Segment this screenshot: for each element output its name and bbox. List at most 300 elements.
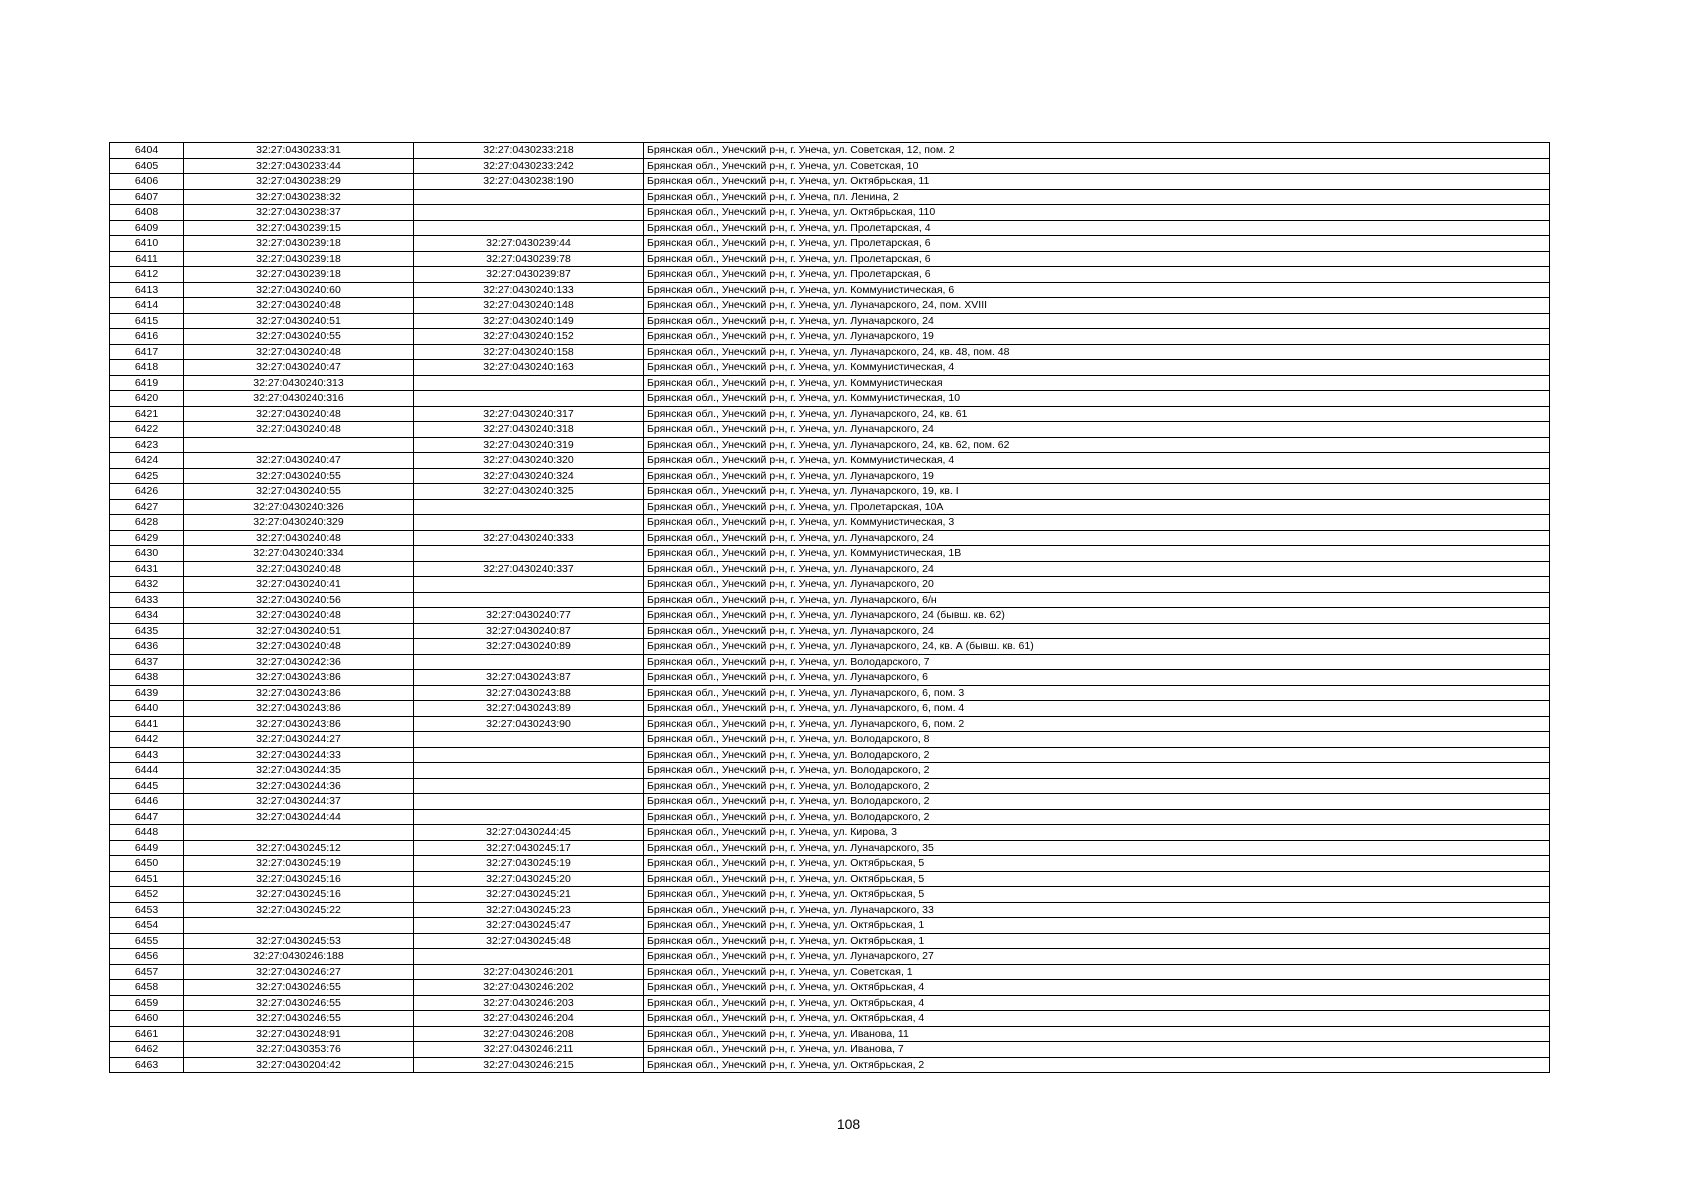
related-cadastral-number-cell bbox=[414, 546, 644, 562]
table-row bbox=[110, 964, 1550, 980]
cadastral-number-cell: 32:27:0430240:334 bbox=[184, 546, 414, 562]
table-row bbox=[110, 282, 1550, 298]
address-cell: Брянская обл., Унечский р-н, г. Унеча, ул. Луначарского, 24 bbox=[644, 623, 1550, 639]
row-number-cell: 6461 bbox=[110, 1026, 184, 1042]
related-cadastral-number-cell bbox=[414, 577, 644, 593]
table-row bbox=[110, 809, 1550, 825]
table-row bbox=[110, 530, 1550, 546]
table-row bbox=[110, 1026, 1550, 1042]
address-cell: Брянская обл., Унечский р-н, г. Унеча, ул. Володарского, 7 bbox=[644, 654, 1550, 670]
table-row bbox=[110, 995, 1550, 1011]
row-number-cell: 6429 bbox=[110, 530, 184, 546]
related-cadastral-number-cell: 32:27:0430240:149 bbox=[414, 313, 644, 329]
address-cell: Брянская обл., Унечский р-н, г. Унеча, ул. Пролетарская, 4 bbox=[644, 220, 1550, 236]
table-row bbox=[110, 639, 1550, 655]
related-cadastral-number-cell: 32:27:0430240:319 bbox=[414, 437, 644, 453]
cadastral-number-cell: 32:27:0430244:27 bbox=[184, 732, 414, 748]
row-number-cell: 6442 bbox=[110, 732, 184, 748]
related-cadastral-number-cell: 32:27:0430245:17 bbox=[414, 840, 644, 856]
row-number-cell: 6411 bbox=[110, 251, 184, 267]
row-number-cell: 6460 bbox=[110, 1011, 184, 1027]
related-cadastral-number-cell bbox=[414, 732, 644, 748]
related-cadastral-number-cell bbox=[414, 794, 644, 810]
cadastral-number-cell bbox=[184, 437, 414, 453]
row-number-cell: 6436 bbox=[110, 639, 184, 655]
row-number-cell: 6433 bbox=[110, 592, 184, 608]
cadastral-number-cell: 32:27:0430246:55 bbox=[184, 995, 414, 1011]
address-cell: Брянская обл., Унечский р-н, г. Унеча, ул. Иванова, 7 bbox=[644, 1042, 1550, 1058]
cadastral-number-cell: 32:27:0430240:48 bbox=[184, 298, 414, 314]
cadastral-number-cell: 32:27:0430238:32 bbox=[184, 189, 414, 205]
row-number-cell: 6419 bbox=[110, 375, 184, 391]
table-row bbox=[110, 189, 1550, 205]
address-cell: Брянская обл., Унечский р-н, г. Унеча, ул. Кирова, 3 bbox=[644, 825, 1550, 841]
cadastral-number-cell: 32:27:0430239:15 bbox=[184, 220, 414, 236]
table-row bbox=[110, 267, 1550, 283]
cadastral-number-cell: 32:27:0430243:86 bbox=[184, 685, 414, 701]
row-number-cell: 6416 bbox=[110, 329, 184, 345]
cadastral-number-cell: 32:27:0430245:22 bbox=[184, 902, 414, 918]
table-row bbox=[110, 360, 1550, 376]
table-row bbox=[110, 484, 1550, 500]
address-cell: Брянская обл., Унечский р-н, г. Унеча, ул. Советская, 12, пом. 2 bbox=[644, 143, 1550, 159]
table-row bbox=[110, 949, 1550, 965]
table-row bbox=[110, 375, 1550, 391]
table-row bbox=[110, 499, 1550, 515]
table-row bbox=[110, 623, 1550, 639]
address-cell: Брянская обл., Унечский р-н, г. Унеча, ул. Володарского, 2 bbox=[644, 747, 1550, 763]
row-number-cell: 6415 bbox=[110, 313, 184, 329]
address-cell: Брянская обл., Унечский р-н, г. Унеча, ул. Луначарского, 24, кв. 48, пом. 48 bbox=[644, 344, 1550, 360]
address-cell: Брянская обл., Унечский р-н, г. Унеча, ул. Октябрьская, 5 bbox=[644, 887, 1550, 903]
cadastral-number-cell: 32:27:0430240:48 bbox=[184, 608, 414, 624]
address-cell: Брянская обл., Унечский р-н, г. Унеча, ул. Коммунистическая bbox=[644, 375, 1550, 391]
address-cell: Брянская обл., Унечский р-н, г. Унеча, ул. Октябрьская, 5 bbox=[644, 856, 1550, 872]
address-cell: Брянская обл., Унечский р-н, г. Унеча, ул. Володарского, 2 bbox=[644, 778, 1550, 794]
table-row bbox=[110, 763, 1550, 779]
table-row bbox=[110, 856, 1550, 872]
cadastral-number-cell: 32:27:0430240:56 bbox=[184, 592, 414, 608]
cadastral-number-cell: 32:27:0430240:47 bbox=[184, 453, 414, 469]
cadastral-number-cell: 32:27:0430238:29 bbox=[184, 174, 414, 190]
address-cell: Брянская обл., Унечский р-н, г. Унеча, ул. Луначарского, 24, кв. 61 bbox=[644, 406, 1550, 422]
address-cell: Брянская обл., Унечский р-н, г. Унеча, ул. Володарского, 2 bbox=[644, 809, 1550, 825]
row-number-cell: 6446 bbox=[110, 794, 184, 810]
cadastral-number-cell: 32:27:0430240:41 bbox=[184, 577, 414, 593]
address-cell: Брянская обл., Унечский р-н, г. Унеча, ул. Коммунистическая, 6 bbox=[644, 282, 1550, 298]
cadastral-number-cell: 32:27:0430245:16 bbox=[184, 887, 414, 903]
cadastral-number-cell: 32:27:0430243:86 bbox=[184, 716, 414, 732]
cadastral-number-cell: 32:27:0430239:18 bbox=[184, 267, 414, 283]
related-cadastral-number-cell bbox=[414, 747, 644, 763]
cadastral-number-cell: 32:27:0430233:31 bbox=[184, 143, 414, 159]
address-cell: Брянская обл., Унечский р-н, г. Унеча, ул. Луначарского, 24 (бывш. кв. 62) bbox=[644, 608, 1550, 624]
cadastral-number-cell: 32:27:0430240:55 bbox=[184, 329, 414, 345]
address-cell: Брянская обл., Унечский р-н, г. Унеча, ул. Октябрьская, 4 bbox=[644, 995, 1550, 1011]
address-cell: Брянская обл., Унечский р-н, г. Унеча, ул. Октябрьская, 110 bbox=[644, 205, 1550, 221]
address-cell: Брянская обл., Унечский р-н, г. Унеча, ул. Луначарского, 24 bbox=[644, 561, 1550, 577]
related-cadastral-number-cell: 32:27:0430243:90 bbox=[414, 716, 644, 732]
related-cadastral-number-cell bbox=[414, 592, 644, 608]
row-number-cell: 6440 bbox=[110, 701, 184, 717]
table-row bbox=[110, 902, 1550, 918]
related-cadastral-number-cell: 32:27:0430245:48 bbox=[414, 933, 644, 949]
row-number-cell: 6407 bbox=[110, 189, 184, 205]
related-cadastral-number-cell: 32:27:0430239:78 bbox=[414, 251, 644, 267]
document-table bbox=[109, 142, 1550, 1073]
row-number-cell: 6463 bbox=[110, 1057, 184, 1073]
table-row bbox=[110, 313, 1550, 329]
table-row bbox=[110, 236, 1550, 252]
related-cadastral-number-cell: 32:27:0430245:21 bbox=[414, 887, 644, 903]
cadastral-number-cell: 32:27:0430240:326 bbox=[184, 499, 414, 515]
related-cadastral-number-cell: 32:27:0430246:203 bbox=[414, 995, 644, 1011]
address-cell: Брянская обл., Унечский р-н, г. Унеча, ул. Иванова, 11 bbox=[644, 1026, 1550, 1042]
row-number-cell: 6462 bbox=[110, 1042, 184, 1058]
address-cell: Брянская обл., Унечский р-н, г. Унеча, ул. Луначарского, 24, пом. XVIII bbox=[644, 298, 1550, 314]
related-cadastral-number-cell bbox=[414, 391, 644, 407]
table-row bbox=[110, 453, 1550, 469]
cadastral-number-cell: 32:27:0430245:19 bbox=[184, 856, 414, 872]
table-row bbox=[110, 329, 1550, 345]
related-cadastral-number-cell: 32:27:0430240:87 bbox=[414, 623, 644, 639]
row-number-cell: 6424 bbox=[110, 453, 184, 469]
table-row bbox=[110, 1057, 1550, 1073]
table-row bbox=[110, 143, 1550, 159]
row-number-cell: 6420 bbox=[110, 391, 184, 407]
row-number-cell: 6447 bbox=[110, 809, 184, 825]
related-cadastral-number-cell: 32:27:0430240:152 bbox=[414, 329, 644, 345]
related-cadastral-number-cell: 32:27:0430240:89 bbox=[414, 639, 644, 655]
table-row bbox=[110, 980, 1550, 996]
table-row bbox=[110, 422, 1550, 438]
address-cell: Брянская обл., Унечский р-н, г. Унеча, ул. Луначарского, 6, пом. 3 bbox=[644, 685, 1550, 701]
address-cell: Брянская обл., Унечский р-н, г. Унеча, ул. Луначарского, 6, пом. 2 bbox=[644, 716, 1550, 732]
address-cell: Брянская обл., Унечский р-н, г. Унеча, ул. Володарского, 2 bbox=[644, 763, 1550, 779]
related-cadastral-number-cell: 32:27:0430246:204 bbox=[414, 1011, 644, 1027]
cadastral-number-cell: 32:27:0430245:53 bbox=[184, 933, 414, 949]
table-row bbox=[110, 468, 1550, 484]
table-row bbox=[110, 205, 1550, 221]
row-number-cell: 6427 bbox=[110, 499, 184, 515]
table-row bbox=[110, 608, 1550, 624]
row-number-cell: 6405 bbox=[110, 158, 184, 174]
row-number-cell: 6410 bbox=[110, 236, 184, 252]
row-number-cell: 6445 bbox=[110, 778, 184, 794]
related-cadastral-number-cell: 32:27:0430240:163 bbox=[414, 360, 644, 376]
table-body bbox=[110, 143, 1550, 1073]
table-row bbox=[110, 406, 1550, 422]
related-cadastral-number-cell: 32:27:0430238:190 bbox=[414, 174, 644, 190]
cadastral-number-cell: 32:27:0430240:51 bbox=[184, 313, 414, 329]
related-cadastral-number-cell bbox=[414, 949, 644, 965]
related-cadastral-number-cell bbox=[414, 375, 644, 391]
address-cell: Брянская обл., Унечский р-н, г. Унеча, ул. Советская, 10 bbox=[644, 158, 1550, 174]
address-cell: Брянская обл., Унечский р-н, г. Унеча, ул. Луначарского, 6, пом. 4 bbox=[644, 701, 1550, 717]
row-number-cell: 6453 bbox=[110, 902, 184, 918]
address-cell: Брянская обл., Унечский р-н, г. Унеча, пл. Ленина, 2 bbox=[644, 189, 1550, 205]
address-cell: Брянская обл., Унечский р-н, г. Унеча, ул. Луначарского, 24, кв. А (бывш. кв. 61) bbox=[644, 639, 1550, 655]
related-cadastral-number-cell: 32:27:0430246:208 bbox=[414, 1026, 644, 1042]
row-number-cell: 6417 bbox=[110, 344, 184, 360]
table-row bbox=[110, 685, 1550, 701]
cadastral-number-cell: 32:27:0430239:18 bbox=[184, 251, 414, 267]
related-cadastral-number-cell: 32:27:0430239:87 bbox=[414, 267, 644, 283]
related-cadastral-number-cell: 32:27:0430240:133 bbox=[414, 282, 644, 298]
address-cell: Брянская обл., Унечский р-н, г. Унеча, ул. Коммунистическая, 4 bbox=[644, 360, 1550, 376]
address-cell: Брянская обл., Унечский р-н, г. Унеча, ул. Октябрьская, 5 bbox=[644, 871, 1550, 887]
related-cadastral-number-cell: 32:27:0430240:158 bbox=[414, 344, 644, 360]
related-cadastral-number-cell bbox=[414, 499, 644, 515]
table-row bbox=[110, 561, 1550, 577]
row-number-cell: 6452 bbox=[110, 887, 184, 903]
related-cadastral-number-cell: 32:27:0430239:44 bbox=[414, 236, 644, 252]
table-row bbox=[110, 933, 1550, 949]
address-cell: Брянская обл., Унечский р-н, г. Унеча, ул. Коммунистическая, 3 bbox=[644, 515, 1550, 531]
row-number-cell: 6423 bbox=[110, 437, 184, 453]
address-cell: Брянская обл., Унечский р-н, г. Унеча, ул. Октябрьская, 2 bbox=[644, 1057, 1550, 1073]
related-cadastral-number-cell: 32:27:0430245:20 bbox=[414, 871, 644, 887]
related-cadastral-number-cell bbox=[414, 778, 644, 794]
row-number-cell: 6409 bbox=[110, 220, 184, 236]
cadastral-number-cell: 32:27:0430240:313 bbox=[184, 375, 414, 391]
cadastral-number-cell: 32:27:0430242:36 bbox=[184, 654, 414, 670]
row-number-cell: 6414 bbox=[110, 298, 184, 314]
cadastral-number-cell: 32:27:0430240:48 bbox=[184, 422, 414, 438]
address-cell: Брянская обл., Унечский р-н, г. Унеча, ул. Октябрьская, 1 bbox=[644, 918, 1550, 934]
table-row bbox=[110, 1042, 1550, 1058]
table-row bbox=[110, 840, 1550, 856]
row-number-cell: 6450 bbox=[110, 856, 184, 872]
cadastral-number-cell: 32:27:0430240:316 bbox=[184, 391, 414, 407]
address-cell: Брянская обл., Унечский р-н, г. Унеча, ул. Коммунистическая, 1В bbox=[644, 546, 1550, 562]
address-cell: Брянская обл., Унечский р-н, г. Унеча, ул. Октябрьская, 11 bbox=[644, 174, 1550, 190]
row-number-cell: 6441 bbox=[110, 716, 184, 732]
address-cell: Брянская обл., Унечский р-н, г. Унеча, ул. Октябрьская, 4 bbox=[644, 1011, 1550, 1027]
address-cell: Брянская обл., Унечский р-н, г. Унеча, ул. Володарского, 2 bbox=[644, 794, 1550, 810]
related-cadastral-number-cell: 32:27:0430245:47 bbox=[414, 918, 644, 934]
row-number-cell: 6408 bbox=[110, 205, 184, 221]
related-cadastral-number-cell: 32:27:0430240:337 bbox=[414, 561, 644, 577]
related-cadastral-number-cell: 32:27:0430240:317 bbox=[414, 406, 644, 422]
row-number-cell: 6448 bbox=[110, 825, 184, 841]
address-cell: Брянская обл., Унечский р-н, г. Унеча, ул. Коммунистическая, 10 bbox=[644, 391, 1550, 407]
table-row bbox=[110, 220, 1550, 236]
address-cell: Брянская обл., Унечский р-н, г. Унеча, ул. Луначарского, 19 bbox=[644, 468, 1550, 484]
cadastral-number-cell: 32:27:0430240:47 bbox=[184, 360, 414, 376]
row-number-cell: 6430 bbox=[110, 546, 184, 562]
related-cadastral-number-cell: 32:27:0430240:318 bbox=[414, 422, 644, 438]
cadastral-number-cell: 32:27:0430240:48 bbox=[184, 639, 414, 655]
page-number: 108 bbox=[836, 1116, 861, 1132]
table-row bbox=[110, 515, 1550, 531]
row-number-cell: 6458 bbox=[110, 980, 184, 996]
address-cell: Брянская обл., Унечский р-н, г. Унеча, ул. Луначарского, 27 bbox=[644, 949, 1550, 965]
row-number-cell: 6435 bbox=[110, 623, 184, 639]
address-cell: Брянская обл., Унечский р-н, г. Унеча, ул. Пролетарская, 6 bbox=[644, 251, 1550, 267]
row-number-cell: 6457 bbox=[110, 964, 184, 980]
related-cadastral-number-cell: 32:27:0430245:19 bbox=[414, 856, 644, 872]
cadastral-number-cell: 32:27:0430244:44 bbox=[184, 809, 414, 825]
related-cadastral-number-cell bbox=[414, 763, 644, 779]
related-cadastral-number-cell bbox=[414, 189, 644, 205]
cadastral-number-cell bbox=[184, 918, 414, 934]
table-row bbox=[110, 592, 1550, 608]
related-cadastral-number-cell: 32:27:0430240:324 bbox=[414, 468, 644, 484]
cadastral-number-cell: 32:27:0430240:329 bbox=[184, 515, 414, 531]
address-cell: Брянская обл., Унечский р-н, г. Унеча, ул. Луначарского, 24 bbox=[644, 313, 1550, 329]
row-number-cell: 6432 bbox=[110, 577, 184, 593]
related-cadastral-number-cell: 32:27:0430243:89 bbox=[414, 701, 644, 717]
address-cell: Брянская обл., Унечский р-н, г. Унеча, ул. Пролетарская, 6 bbox=[644, 236, 1550, 252]
row-number-cell: 6428 bbox=[110, 515, 184, 531]
address-cell: Брянская обл., Унечский р-н, г. Унеча, ул. Луначарского, 6 bbox=[644, 670, 1550, 686]
address-cell: Брянская обл., Унечский р-н, г. Унеча, ул. Луначарского, 24 bbox=[644, 422, 1550, 438]
table-row bbox=[110, 654, 1550, 670]
address-cell: Брянская обл., Унечский р-н, г. Унеча, ул. Луначарского, 19 bbox=[644, 329, 1550, 345]
related-cadastral-number-cell bbox=[414, 205, 644, 221]
table-row bbox=[110, 871, 1550, 887]
row-number-cell: 6406 bbox=[110, 174, 184, 190]
row-number-cell: 6421 bbox=[110, 406, 184, 422]
related-cadastral-number-cell: 32:27:0430246:211 bbox=[414, 1042, 644, 1058]
related-cadastral-number-cell: 32:27:0430244:45 bbox=[414, 825, 644, 841]
cadastral-number-cell: 32:27:0430246:55 bbox=[184, 1011, 414, 1027]
cadastral-number-cell: 32:27:0430246:27 bbox=[184, 964, 414, 980]
related-cadastral-number-cell: 32:27:0430240:333 bbox=[414, 530, 644, 546]
related-cadastral-number-cell: 32:27:0430240:77 bbox=[414, 608, 644, 624]
cadastral-number-cell: 32:27:0430233:44 bbox=[184, 158, 414, 174]
address-cell: Брянская обл., Унечский р-н, г. Унеча, ул. Луначарского, 24, кв. 62, пом. 62 bbox=[644, 437, 1550, 453]
row-number-cell: 6449 bbox=[110, 840, 184, 856]
related-cadastral-number-cell: 32:27:0430233:242 bbox=[414, 158, 644, 174]
cadastral-number-cell: 32:27:0430246:55 bbox=[184, 980, 414, 996]
related-cadastral-number-cell: 32:27:0430243:88 bbox=[414, 685, 644, 701]
table-row bbox=[110, 794, 1550, 810]
row-number-cell: 6422 bbox=[110, 422, 184, 438]
related-cadastral-number-cell bbox=[414, 220, 644, 236]
row-number-cell: 6434 bbox=[110, 608, 184, 624]
row-number-cell: 6413 bbox=[110, 282, 184, 298]
related-cadastral-number-cell: 32:27:0430246:215 bbox=[414, 1057, 644, 1073]
related-cadastral-number-cell: 32:27:0430240:320 bbox=[414, 453, 644, 469]
cadastral-number-cell: 32:27:0430240:48 bbox=[184, 406, 414, 422]
cadastral-number-cell: 32:27:0430239:18 bbox=[184, 236, 414, 252]
table-row bbox=[110, 778, 1550, 794]
table-row bbox=[110, 174, 1550, 190]
cadastral-number-cell: 32:27:0430238:37 bbox=[184, 205, 414, 221]
cadastral-number-cell: 32:27:0430248:91 bbox=[184, 1026, 414, 1042]
address-cell: Брянская обл., Унечский р-н, г. Унеча, ул. Пролетарская, 6 bbox=[644, 267, 1550, 283]
related-cadastral-number-cell: 32:27:0430245:23 bbox=[414, 902, 644, 918]
row-number-cell: 6455 bbox=[110, 933, 184, 949]
table-row bbox=[110, 747, 1550, 763]
table-row bbox=[110, 887, 1550, 903]
address-cell: Брянская обл., Унечский р-н, г. Унеча, ул. Луначарского, 6/н bbox=[644, 592, 1550, 608]
table-row bbox=[110, 732, 1550, 748]
cadastral-number-cell: 32:27:0430245:12 bbox=[184, 840, 414, 856]
row-number-cell: 6451 bbox=[110, 871, 184, 887]
row-number-cell: 6412 bbox=[110, 267, 184, 283]
address-cell: Брянская обл., Унечский р-н, г. Унеча, ул. Октябрьская, 1 bbox=[644, 933, 1550, 949]
cadastral-number-cell: 32:27:0430244:35 bbox=[184, 763, 414, 779]
cadastral-number-cell: 32:27:0430244:37 bbox=[184, 794, 414, 810]
cadastral-number-cell: 32:27:0430240:55 bbox=[184, 468, 414, 484]
row-number-cell: 6454 bbox=[110, 918, 184, 934]
row-number-cell: 6443 bbox=[110, 747, 184, 763]
cadastral-number-cell: 32:27:0430246:188 bbox=[184, 949, 414, 965]
cadastral-number-cell: 32:27:0430245:16 bbox=[184, 871, 414, 887]
table-row bbox=[110, 577, 1550, 593]
table-row bbox=[110, 546, 1550, 562]
cadastral-number-cell: 32:27:0430204:42 bbox=[184, 1057, 414, 1073]
address-cell: Брянская обл., Унечский р-н, г. Унеча, ул. Советская, 1 bbox=[644, 964, 1550, 980]
table-row bbox=[110, 701, 1550, 717]
address-cell: Брянская обл., Унечский р-н, г. Унеча, ул. Луначарского, 24 bbox=[644, 530, 1550, 546]
table-row bbox=[110, 158, 1550, 174]
row-number-cell: 6418 bbox=[110, 360, 184, 376]
table-row bbox=[110, 437, 1550, 453]
related-cadastral-number-cell: 32:27:0430233:218 bbox=[414, 143, 644, 159]
row-number-cell: 6438 bbox=[110, 670, 184, 686]
related-cadastral-number-cell: 32:27:0430246:202 bbox=[414, 980, 644, 996]
row-number-cell: 6439 bbox=[110, 685, 184, 701]
table-row bbox=[110, 670, 1550, 686]
cadastral-number-cell: 32:27:0430244:36 bbox=[184, 778, 414, 794]
address-cell: Брянская обл., Унечский р-н, г. Унеча, ул. Луначарского, 35 bbox=[644, 840, 1550, 856]
cadastral-number-cell bbox=[184, 825, 414, 841]
table-row bbox=[110, 825, 1550, 841]
table-row bbox=[110, 251, 1550, 267]
cadastral-number-cell: 32:27:0430240:51 bbox=[184, 623, 414, 639]
cadastral-number-cell: 32:27:0430243:86 bbox=[184, 670, 414, 686]
related-cadastral-number-cell: 32:27:0430243:87 bbox=[414, 670, 644, 686]
cadastral-number-cell: 32:27:0430240:60 bbox=[184, 282, 414, 298]
address-cell: Брянская обл., Унечский р-н, г. Унеча, ул. Пролетарская, 10А bbox=[644, 499, 1550, 515]
cadastral-number-cell: 32:27:0430243:86 bbox=[184, 701, 414, 717]
row-number-cell: 6459 bbox=[110, 995, 184, 1011]
cadastral-number-cell: 32:27:0430240:48 bbox=[184, 561, 414, 577]
table-row bbox=[110, 391, 1550, 407]
related-cadastral-number-cell bbox=[414, 515, 644, 531]
row-number-cell: 6431 bbox=[110, 561, 184, 577]
related-cadastral-number-cell: 32:27:0430240:325 bbox=[414, 484, 644, 500]
row-number-cell: 6425 bbox=[110, 468, 184, 484]
table-row bbox=[110, 298, 1550, 314]
related-cadastral-number-cell bbox=[414, 809, 644, 825]
row-number-cell: 6444 bbox=[110, 763, 184, 779]
related-cadastral-number-cell: 32:27:0430246:201 bbox=[414, 964, 644, 980]
table-row bbox=[110, 344, 1550, 360]
address-cell: Брянская обл., Унечский р-н, г. Унеча, ул. Луначарского, 20 bbox=[644, 577, 1550, 593]
row-number-cell: 6404 bbox=[110, 143, 184, 159]
row-number-cell: 6456 bbox=[110, 949, 184, 965]
address-cell: Брянская обл., Унечский р-н, г. Унеча, ул. Луначарского, 19, кв. I bbox=[644, 484, 1550, 500]
related-cadastral-number-cell bbox=[414, 654, 644, 670]
address-cell: Брянская обл., Унечский р-н, г. Унеча, ул. Володарского, 8 bbox=[644, 732, 1550, 748]
cadastral-number-cell: 32:27:0430244:33 bbox=[184, 747, 414, 763]
cadastral-number-cell: 32:27:0430353:76 bbox=[184, 1042, 414, 1058]
row-number-cell: 6437 bbox=[110, 654, 184, 670]
cadastral-number-cell: 32:27:0430240:55 bbox=[184, 484, 414, 500]
cadastral-number-cell: 32:27:0430240:48 bbox=[184, 530, 414, 546]
address-cell: Брянская обл., Унечский р-н, г. Унеча, ул. Коммунистическая, 4 bbox=[644, 453, 1550, 469]
cadastral-number-cell: 32:27:0430240:48 bbox=[184, 344, 414, 360]
table-row bbox=[110, 716, 1550, 732]
row-number-cell: 6426 bbox=[110, 484, 184, 500]
table-row bbox=[110, 918, 1550, 934]
address-cell: Брянская обл., Унечский р-н, г. Унеча, ул. Луначарского, 33 bbox=[644, 902, 1550, 918]
